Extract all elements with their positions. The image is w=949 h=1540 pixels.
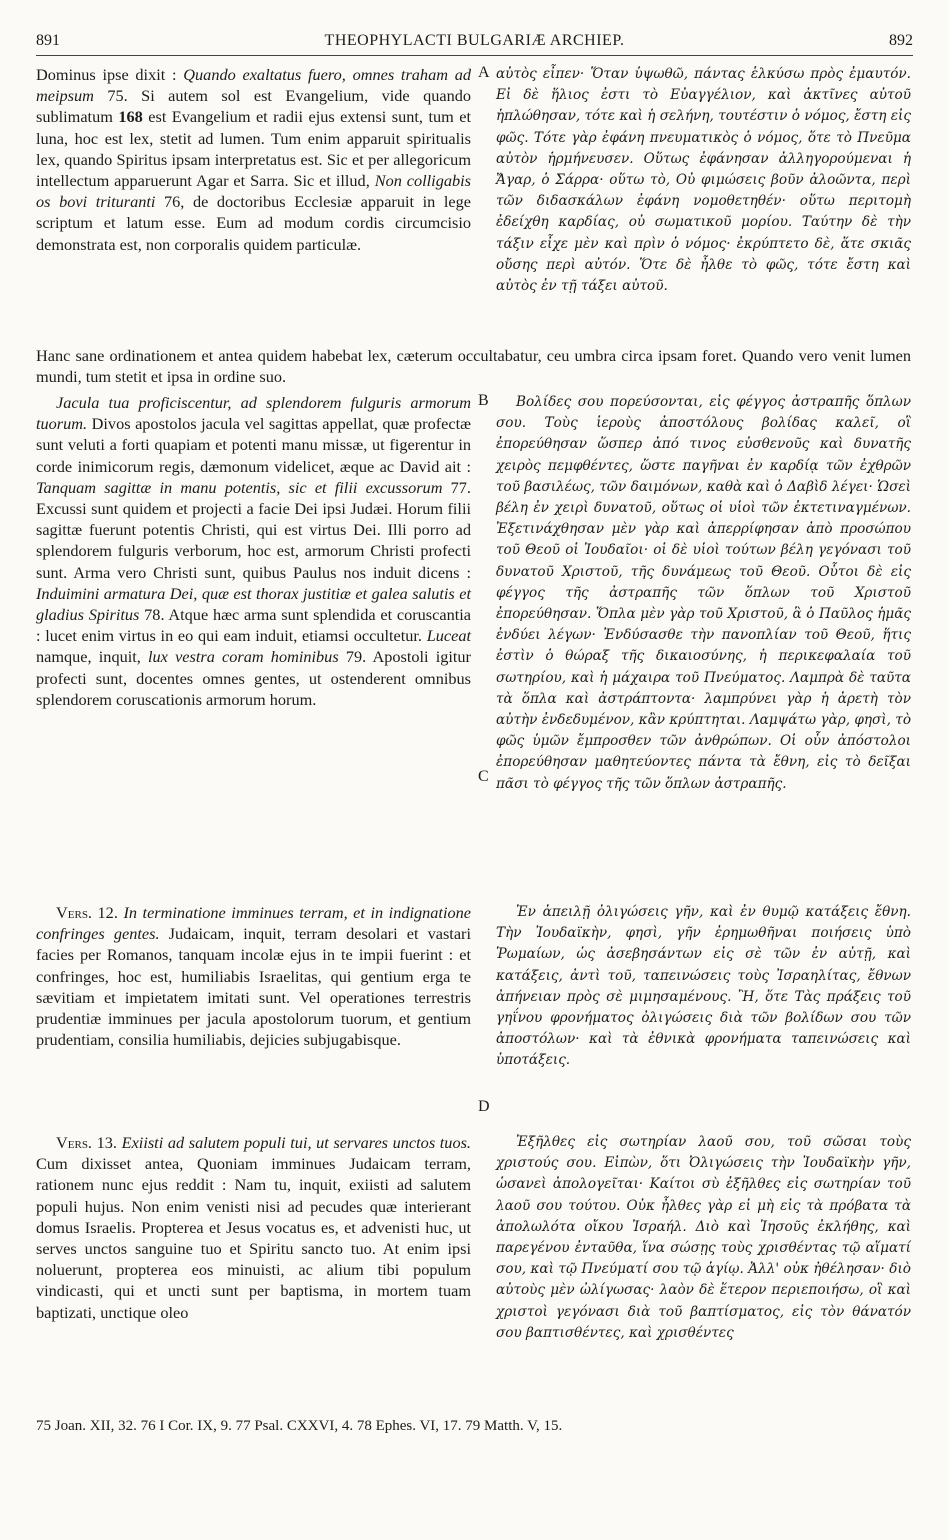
greek-paragraph: Βολίδες σου πορεύσονται, εἰς φέγγος ἀστραπῆς ὅπλων σου. Τοὺς ἱεροὺς ἀποστόλους βολίδας καλεῖ, οἳ ἐπορεύθησαν ὥσπερ ἀπό τινος εὐσθενοῦς καὶ δυνατῆς χειρὸς πεμφθέντες, ὥστε παγῆναι ἐν καρδίᾳ τῶν ἐχθρῶν τοῦ βασιλέως, τῶν δαιμόνων, καθὰ καὶ ὁ Δαβὶδ λέγει· Ὡσεὶ βέλη ἐν χειρὶ δυνατοῦ, οὕτως οἱ υἱοὶ τῶν ἐκτετιναγμένων. Ἐξετινάχθησαν μὲν γὰρ καὶ ἀπερρίφησαν ἀπὸ προσώπου τοῦ Θεοῦ οἱ Ἰουδαῖοι· οἱ δὲ υἱοὶ τούτων βέλη γεγόνασι τοῦ δυνατοῦ Χριστοῦ, τῆς δυνάμεως τοῦ Θεοῦ. Οὗτοι δὲ εἰς φέγγος τῆς ἀστραπῆς τῶν ὅπλων τοῦ Χριστοῦ ἐπορεύθησαν. Ὅπλα μὲν γὰρ τοῦ Χριστοῦ, ἃ ὁ Παῦλος ἡμᾶς ἐνδύει λέγων· Ἐνδύσασθε τὴν πανοπλίαν τοῦ Θεοῦ, ἥτις ἐστὶν ὁ θώραξ τῆς δικαιοσύνης, ἡ περικεφαλαία τοῦ σωτηρίου, καὶ ἡ μάχαιρα τοῦ Πνεύματος. Λαμπρὰ δὲ ταῦτα τὰ ὅπλα καὶ ἀστράπτοντα· λαμπρύνει γὰρ ἡ ἀρετὴ τὸν αὐτὴν ἐνδεδυμένον, κἂν κρύπτηται. Λαμψάτω γὰρ, φησὶ, τὸ φῶς ὑμῶν ἔμπροσθεν τῶν ἀνθρώπων. Οἱ οὖν ἀπόστολοι ἐπορεύθησαν μαθητεύοντες πάντα τὰ ἔθνη, εἰς τὸ δεῖξαι πᾶσι τὸ φέγγος τῆς τῶν ὅπλων ἀστραπῆς. (496, 394, 911, 792)
margin-marker-c: C (478, 768, 489, 785)
margin-marker-d: D (478, 1098, 490, 1115)
greek-column-top (496, 64, 911, 297)
latin-verse-13: Vers. 13. Exiisti ad salutem populi tui, ut servares unctos tuos. Cum dixisset antea, Quoniam imminues Judaicam terram, rationem nunc ejus reddit : Nam tu, inquit, exiisti ad salutem populi hujus. Non enim venisti nisi ad pecudes quæ interierant domus Israelis. Propterea et Jesus vocatus es, et advenisti huc, ut serves unctos sanguine tuo et Spiritu sancto tuo. At enim ipsi noluerunt, propterea eos minuisti, ac alium tibi populum vindicasti, qui et uncti sunt per baptisma, in mortem tuam baptizati, unctique oleo (36, 1133, 471, 1322)
greek-column-mid (496, 392, 911, 795)
header-rule (36, 55, 913, 56)
greek-verse-12: Ἐν ἀπειλῇ ὀλιγώσεις γῆν, καὶ ἐν θυμῷ κατάξεις ἔθνη. Τὴν Ἰουδαϊκὴν, φησὶ, γῆν ἐρημωθῆναι ποιήσεις ὑπὸ Ῥωμαίων, ὡς ἀσεβησάντων εἰς σὲ τῶν ἐν αὐτῇ, καὶ κατάξεις, ἀντὶ τοῦ, ταπεινώσεις τοὺς Ἰσραηλίτας, ἔθνων ἀπήνειαν πρὸς σὲ μιμησαμένους. Ἢ, ὅτε Τὰς πράξεις τοῦ γηΐνου φρονήματος ὀλιγώσεις διὰ τῶν βολίδων σου τῶν ἀποστόλων· καὶ τὰ ἐθνικὰ φρονήματα ταπεινώσεις καὶ ὑποτάξεις. (496, 904, 911, 1069)
latin-paragraph: Dominus ipse dixit : Quando exaltatus fuero, omnes traham ad meipsum 75. Si autem sol est Evangelium, vide quando sublimatum 168 est Evangelium et radii ejus extensi sunt, tum et luna, hoc est lex, stetit ad lumen. Tum enim apparuit spiritualis lex, quando Spiritus ipsam interpretatus est. Sic et per allegoricum intellectum apparuerunt Agar et Sarra. Sic et illud, Non colligabis os bovi trituranti 76, de doctoribus Ecclesiæ apparuit in lege scriptum et latum esse. Eum ad modum cordis circumcisio demonstrata est, non corporalis quidem particulæ. (36, 65, 472, 254)
running-header (36, 32, 913, 56)
latin-paragraph: Jacula tua proficiscentur, ad splendorem fulguris armorum tuorum. Divos apostolos jacula vel sagittas appellat, quæ profectæ sunt veluti a forti quapiam et potenti manu missæ, ut figerentur in corde inimicorum regis, dæmonum videlicet, æque ac David ait : Tanquam sagittæ in manu potentis, sic et filii excussorum 77. Excussi sunt quidem et projecti a facie Dei ipsi Judæi. Horum filii sagittæ fuerunt potentis Christi, qui est virtus Dei. Illi porro ad splendorem fulguris verborum, hoc est, armorum Christi profecti sunt. Arma vero Christi sunt, quibus Paulus nos induit dicens : Induimini armatura Dei, quæ est thorax justitiæ et galea salutis et gladius Spiritus 78. Atque hæc arma sunt splendida et coruscantia : lucet enim virtus in eo qui eam induit, etiamsi occultetur. Luceat namque, inquit, lux vestra coram hominibus 79. Apostoli igitur profecti sunt, docentes omnes gentes, ut ostenderent omnibus splendorem coruscationis armorum horum. (36, 393, 472, 709)
greek-paragraph: αὐτὸς εἶπεν· Ὅταν ὑψωθῶ, πάντας ἑλκύσω πρὸς ἐμαυτόν. Εἰ δὲ ἥλιος ἐστι τὸ Εὐαγγέλιον, καὶ ἀκτῖνες αὐτοῦ ἡπλώθησαν, τότε καὶ ἡ σελήνη, τουτέστιν ὁ νόμος, ἔστη εἰς φῶς. Τότε γὰρ ἐφάνη πνευματικὸς ὁ νόμος, ὅτε τὸ Πνεῦμα αὐτὸν ἡρμήνευσεν. Οὕτως ἐφάνησαν ἀλληγορούμεναι ἡ Ἄγαρ, ὁ Σάρρα· οὕτω τὸ, Οὐ φιμώσεις βοῦν ἀλοῶντα, περὶ τῶν διδασκάλων ἐφάνη νομοθετηθέν· οὕτω περιτομὴ ἐδείχθη καρδίας, οὐ σωματικοῦ μορίου. Ταύτην δὲ τὴν τάξιν εἶχε μὲν καὶ πρὶν ὁ νόμος· ἐκρύπτετο δὲ, ἅτε σκιᾶς οὔσης περὶ αὐτόν. Ὅτε δὲ ἦλθε τὸ φῶς, τότε ἔστη καὶ αὐτὸς ἐν τῇ τάξει αὐτοῦ. (496, 66, 911, 295)
footnotes: 75 Joan. XII, 32. 76 I Cor. IX, 9. 77 Psal. CXXVI, 4. 78 Ephes. VI, 17. 79 Matth. V, 15. (36, 1418, 563, 1434)
running-title: THEOPHYLACTI BULGARIÆ ARCHIEP. (324, 32, 625, 49)
page-number-left: 891 (36, 32, 60, 49)
latin-column-mid (36, 392, 471, 710)
latin-column-top (36, 64, 471, 255)
greek-verse-13: Ἐξῆλθες εἰς σωτηρίαν λαοῦ σου, τοῦ σῶσαι τοὺς χριστούς σου. Εἰπὼν, ὅτι Ὀλιγώσεις τὴν Ἰουδαϊκὴν γῆν, ὡσανεὶ ἀπολογεῖται· Καίτοι σὺ ἐξῆλθες εἰς σωτηρίαν τοῦ λαοῦ σου τούτου. Οὐκ ἦλθες γὰρ εἰ μὴ εἰς τὰ πρόβατα τὰ ἀπολωλότα οἴκου Ἰσραήλ. Διὸ καὶ Ἰησοῦς ἐκλήθης, καὶ παρεγένου ἐνταῦθα, ἵνα σώσῃς τοὺς χρισθέντας τῷ αἵματί σου, καὶ τῷ Πνεύματί σου τῷ ἁγίῳ. Ἀλλ' οὐκ ἠθέλησαν· διὸ αὐτοὺς μὲν ὠλίγωσας· λαὸν δὲ ἕτερον περιεποιήσω, οἳ καὶ χριστοὶ γεγόνασι διὰ τοῦ βαπτίσματος, εἰς τὸν θάνατόν σου βαπτισθέντες, καὶ χρισθέντες (496, 1134, 911, 1341)
latin-verse-12: Vers. 12. In terminatione imminues terram, et in indignatione confringes gentes. Judaicam, inquit, terram desolari et vastari facies per Romanos, tanquam incolæ ejus in te impii fuerint : et confringes, hoc est, humiliabis Israelitas, qui gentium erga te sævitiam et impietatem imitati sunt. Vel operationes terrestris prudentiæ imminues per jacula apostolorum tuorum, et gentium prudentiam, consilia humiliabis, dejicies subjugabisque. (36, 903, 471, 1050)
verse-label: Vers. 12. (56, 903, 118, 922)
margin-marker-b: B (478, 392, 489, 409)
margin-marker-a: A (478, 64, 490, 81)
page-number-right: 892 (889, 32, 913, 49)
column-number: 168 (118, 107, 143, 127)
full-width-passage: Hanc sane ordinationem et antea quidem habebat lex, cæterum occultabatur, ceu umbra circa ipsam foret. Quando vero venit lumen mundi, tum stetit et ipsa in ordine suo. (36, 346, 911, 387)
verse-label: Vers. 13. (56, 1133, 117, 1152)
